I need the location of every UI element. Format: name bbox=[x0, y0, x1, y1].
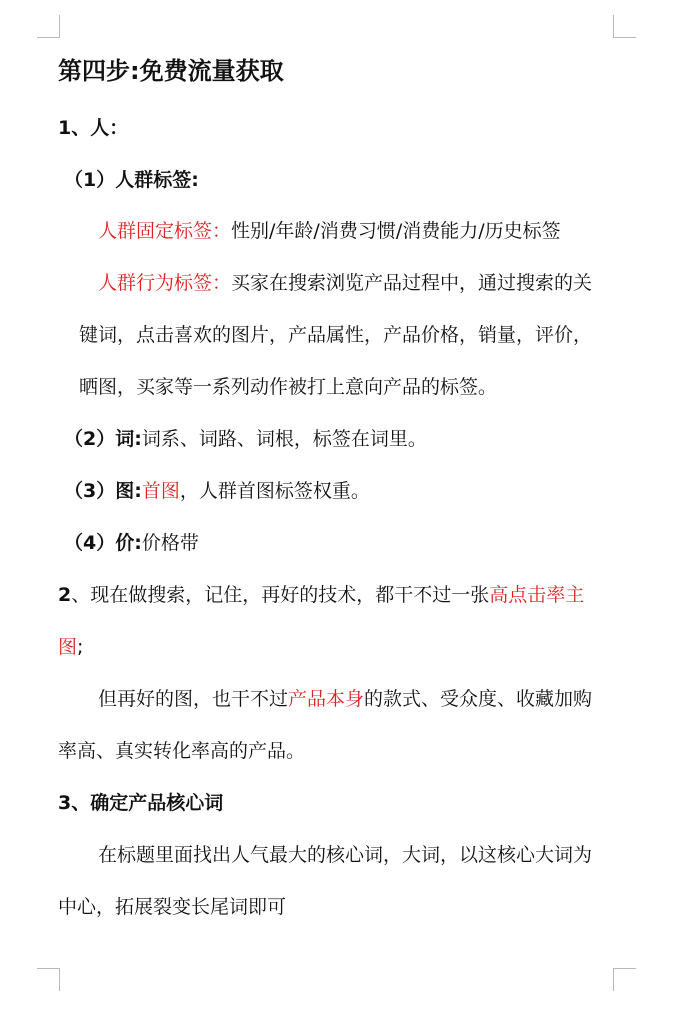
subsection-4-label: （4）价: bbox=[64, 532, 142, 554]
page-title: 第四步:免费流量获取 bbox=[58, 57, 284, 85]
page-corner-mark bbox=[613, 15, 636, 38]
section-2-text-1: 、现在做搜索，记住，再好的技术，都干不过一张 bbox=[71, 584, 490, 606]
section-2-highlight-1: 高点击率主 bbox=[489, 584, 585, 606]
subsection-3-line bbox=[64, 478, 370, 504]
behavior-tags-label: 人群行为标签： bbox=[98, 272, 232, 294]
subsection-4-line bbox=[64, 530, 199, 556]
section-3-line-1: 在标题里面找出人气最大的核心词，大词，以这核心大词为 bbox=[98, 844, 593, 866]
fixed-tags-label: 人群固定标签： bbox=[98, 220, 232, 242]
section-2-highlight-2: 图 bbox=[58, 636, 78, 658]
section-2-para-post: 的款式、受众度、收藏加购 bbox=[364, 688, 593, 710]
subsection-1-heading: （1）人群标签: bbox=[64, 169, 199, 191]
page-corner-mark bbox=[37, 15, 60, 38]
fixed-tags-line bbox=[98, 218, 561, 244]
section-2-para-line-2: 率高、真实转化率高的产品。 bbox=[58, 740, 306, 762]
section-2-para-pre: 但再好的图，也干不过 bbox=[98, 688, 289, 710]
section-2-para-highlight: 产品本身 bbox=[288, 688, 365, 710]
behavior-tags-line-1 bbox=[98, 270, 592, 296]
subsection-3-label: （3）图: bbox=[64, 480, 142, 502]
subsection-4-text: 价格带 bbox=[141, 532, 199, 554]
section-2-line-2 bbox=[58, 634, 83, 660]
section-2-para-line-1 bbox=[98, 686, 592, 712]
fixed-tags-text: 性别/年龄/消费习惯/消费能力/历史标签 bbox=[231, 220, 561, 242]
subsection-3-highlight: 首图 bbox=[141, 480, 180, 502]
behavior-tags-line-3: 晒图，买家等一系列动作被打上意向产品的标签。 bbox=[79, 376, 498, 398]
subsection-3-text: ，人群首图标签权重。 bbox=[179, 480, 370, 502]
behavior-tags-text-1: 买家在搜索浏览产品过程中，通过搜索的关 bbox=[231, 272, 593, 294]
subsection-2-line bbox=[64, 426, 427, 452]
page-corner-mark bbox=[37, 968, 60, 991]
section-2-line-1 bbox=[58, 582, 584, 608]
page-corner-mark bbox=[613, 968, 636, 991]
section-3-line-2: 中心，拓展裂变长尾词即可 bbox=[58, 896, 287, 918]
section-2-number: 2 bbox=[58, 584, 72, 606]
subsection-2-text: 词系、词路、词根，标签在词里。 bbox=[141, 428, 427, 450]
section-3-heading: 3、确定产品核心词 bbox=[58, 792, 224, 814]
section-1-heading: 1、人： bbox=[58, 117, 129, 139]
subsection-2-label: （2）词: bbox=[64, 428, 142, 450]
behavior-tags-line-2: 键词，点击喜欢的图片，产品属性，产品价格，销量，评价， bbox=[79, 324, 593, 346]
section-2-text-2: ; bbox=[77, 636, 84, 658]
